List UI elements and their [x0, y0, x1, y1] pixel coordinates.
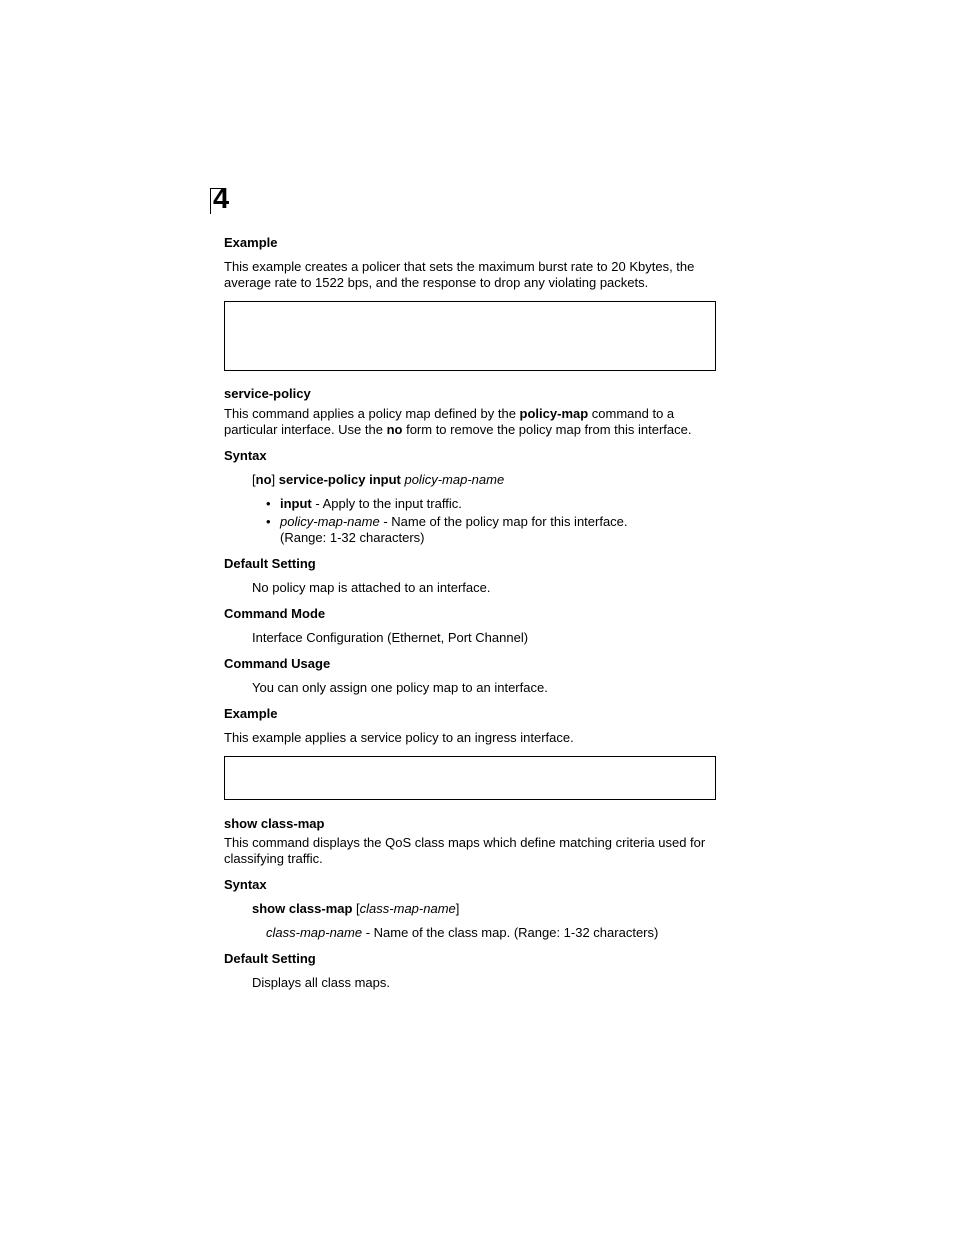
show-class-map-syntax-line: show class-map [class-map-name] [252, 901, 460, 916]
param-bullet: • [266, 496, 271, 511]
policer-example-text-line2: average rate to 1522 bps, and the response to drop any violating packets. [224, 275, 649, 290]
show-class-map-default-heading: Default Setting [224, 951, 316, 966]
service-policy-description-line1: This command applies a policy map defined by the policy-map command to a [224, 406, 675, 421]
show-class-map-title: show class-map [224, 816, 325, 831]
service-policy-mode-text: Interface Configuration (Ethernet, Port Channel) [252, 630, 529, 645]
param-input: input - Apply to the input traffic. [280, 496, 462, 511]
service-policy-example-heading: Example [224, 706, 278, 721]
param-policy-map-name: policy-map-name - Name of the policy map for this interface. [280, 514, 628, 529]
service-policy-description-line2: particular interface. Use the no form to remove the policy map from this interface. [224, 422, 692, 437]
chapter-marker [210, 183, 240, 215]
param-policy-map-name-range: (Range: 1-32 characters) [280, 530, 425, 545]
chapter-number: 4 [213, 183, 230, 215]
chapter-marker-rule-vertical [210, 188, 211, 214]
show-class-map-default-text: Displays all class maps. [252, 975, 390, 990]
service-policy-mode-heading: Command Mode [224, 606, 326, 621]
show-class-map-param: class-map-name - Name of the class map. (Range: 1-32 characters) [266, 925, 659, 940]
service-policy-syntax-line: [no] service-policy input policy-map-name [252, 472, 505, 487]
service-policy-usage-text: You can only assign one policy map to an interface. [252, 680, 548, 695]
param-bullet: • [266, 514, 271, 529]
service-policy-title: service-policy [224, 386, 311, 401]
show-class-map-description-line2: classifying traffic. [224, 851, 323, 866]
service-policy-syntax-heading: Syntax [224, 448, 267, 463]
policer-example-text-line1: This example creates a policer that sets the maximum burst rate to 20 Kbytes, the [224, 259, 695, 274]
service-policy-example-text: This example applies a service policy to an ingress interface. [224, 730, 574, 745]
policer-example-heading: Example [224, 235, 278, 250]
service-policy-example-code-box [224, 756, 716, 800]
service-policy-default-text: No policy map is attached to an interface. [252, 580, 491, 595]
show-class-map-description-line1: This command displays the QoS class maps which define matching criteria used for [224, 835, 706, 850]
service-policy-default-heading: Default Setting [224, 556, 316, 571]
show-class-map-syntax-heading: Syntax [224, 877, 267, 892]
service-policy-usage-heading: Command Usage [224, 656, 331, 671]
policer-example-code-box [224, 301, 716, 371]
